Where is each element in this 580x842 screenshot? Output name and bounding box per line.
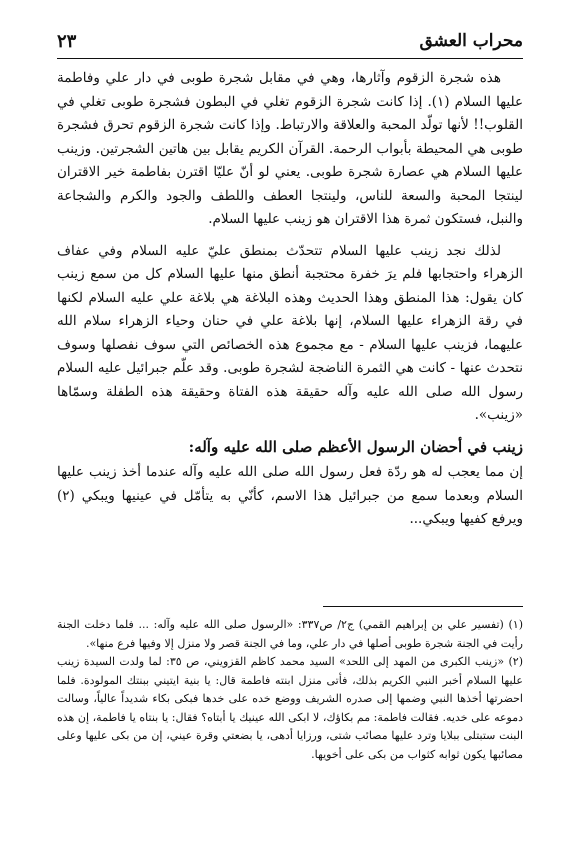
paragraph-1: هذه شجرة الزقوم وآثارها، وهي في مقابل شجرة طوبى في دار علي وفاطمة عليها السلام (١). إذا كانت شجرة الزقوم تغلي في البطون فشجرة طوبى تغلي في القلوب!! لأنها تولّد المحبة والعلاقة والارتباط. وإذا كانت شجرة الزقوم تحرق فشجرة طوبى هي المحيطة بأبواب الرحمة. القرآن الكريم يقابل بين هاتين الشجرتين. وزينب عليها السلام هي عصارة شجرة طوبى. يعني لو أنّ عليّا اقترن بفاطمة خير الاقتران لينتجا المحبة والسعة للناس، ولينتجا العطف واللطف والجود والكرم والشجاعة والنبل، فستكون ثمرة هذا الاقتران هو زينب عليها السلام. xyxy=(57,70,523,227)
footnote-2: (٢) «زينب الكبرى من المهد إلى اللحد» السيد محمد كاظم القزويني، ص ٣٥: لما ولدت السيدة زينب عليها السلام أخبر النبي الكريم بذلك، فأتى منزل ابنته فاطمة قال: يا بنية ايتيني ببنتك المولودة. فلما احضرتها أخذها النبي وضمها إلى صدره الشريف ووضع خده على خدها فبكى بكاء شديداً عالياً، وسالت دموعه على خديه. فقالت فاطمة: مم بكاؤك، لا ابكى الله عينيك يا أبتاه؟ فقال: يا بنتاه يا فاطمة، إن هذه البنت ستبتلى ببلايا وترد عليها مصائب شتى، ورزايا أدهى، يا بضعتي وقرة عيني، إن من بكى عليها وعلى مصائبها يكون ثوابه كثواب من بكى على أخويها. xyxy=(57,655,524,761)
footnote-divider xyxy=(323,606,523,607)
main-text xyxy=(57,67,523,540)
footnote-1: (١) (تفسير علي بن إبراهيم القمي) ج٢/ ص٣٣٧: «الرسول صلى الله عليه وآله: ... فلما دخلت الجنة رأيت في الجنة شجرة طوبى أصلها في دار علي، وما في الجنة قصر ولا منزل إلا وفيها فرع منها». xyxy=(57,618,523,650)
section-heading: زينب في أحضان الرسول الأعظم صلى الله عليه وآله: xyxy=(188,437,523,456)
page-header xyxy=(57,28,523,54)
footnotes xyxy=(57,616,523,764)
section-paragraph: إن مما يعجب له هو ردّة فعل رسول الله صلى الله عليه وآله عندما أخذ زينب عليها السلام وبعدما سمع من جبرائيل هذا الاسم، كأنّي به يتأمّل في عينيها ويبكي (٢) ويرفع كفيها ويبكي... xyxy=(57,464,523,527)
page-number: ٢٣ xyxy=(57,30,77,52)
paragraph-2: لذلك نجد زينب عليها السلام تتحدّث بمنطق عليّ عليه السلام وفي عفاف الزهراء واحتجابها فلم يرَ خفرة محتجبة أنطق منها عليها السلام كل من سمع زينب كان يقول: هذا المنطق وهذا الحديث وهذه البلاغة هي بلاغة علي عليه السلام لكنها في رقة الزهراء عليها السلام، إنها بلاغة علي في حنان وحياء الزهراء سلام الله عليهما، فزينب عليها السلام - مع مجموع هذه الخصائص التي سوف نفصلها وسوف نتحدث عنها - كانت هي الثمرة الناضجة لشجرة طوبى. وقد علّم جبرائيل عليه السلام رسول الله صلى الله عليه وآله حقيقة هذه الفتاة وحقيقة هذه الطفلة وسمّاها «زينب». xyxy=(57,242,523,423)
header-divider xyxy=(57,58,523,59)
book-title: محراب العشق xyxy=(419,31,523,51)
